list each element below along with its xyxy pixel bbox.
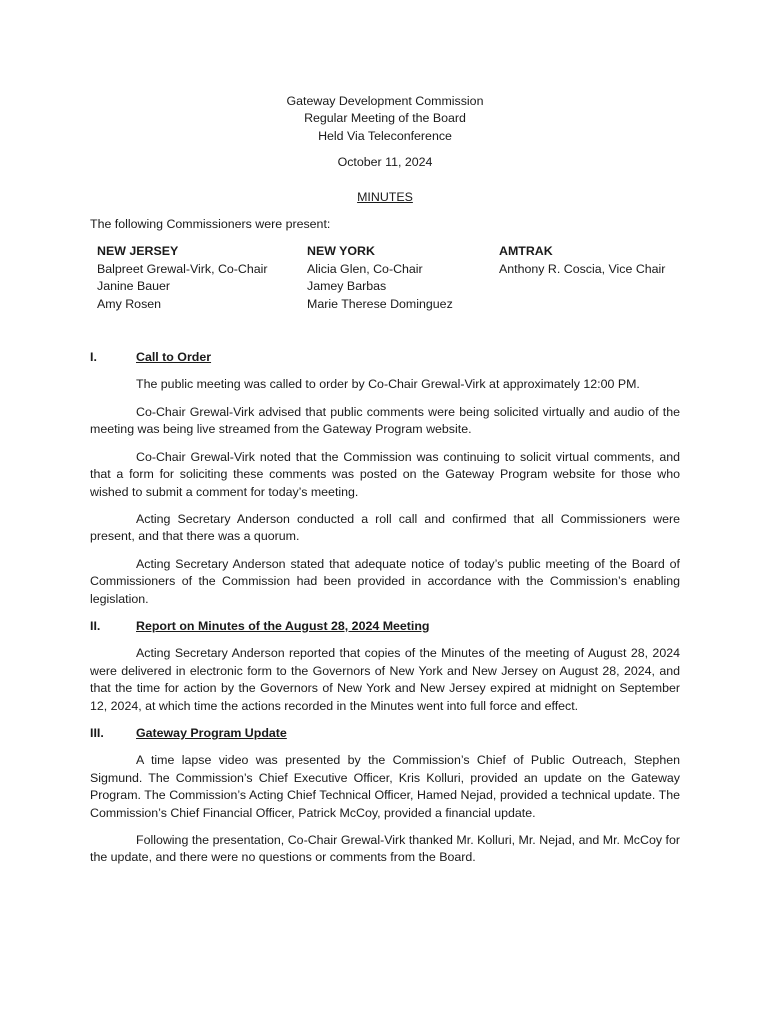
section-call-to-order bbox=[90, 349, 680, 608]
paragraph: Following the presentation, Co-Chair Grewal-Virk thanked Mr. Kolluri, Mr. Nejad, and Mr. McCoy for the update, and there were no questions or comments from the Board. bbox=[90, 833, 680, 865]
commissioner-name: Janine Bauer bbox=[97, 279, 171, 294]
amtrak-column bbox=[499, 243, 679, 313]
section-title: Gateway Program Update bbox=[136, 725, 287, 740]
section-number: I. bbox=[90, 350, 97, 365]
section-heading bbox=[90, 725, 680, 742]
commission-name: Gateway Development Commission bbox=[286, 94, 484, 108]
section-number: III. bbox=[90, 725, 104, 740]
new-york-column bbox=[307, 243, 499, 313]
meeting-date: October 11, 2024 bbox=[337, 155, 433, 170]
commissioner-name: Balpreet Grewal-Virk, Co-Chair bbox=[97, 261, 268, 276]
document-page bbox=[90, 93, 680, 867]
section-title: Call to Order bbox=[136, 350, 212, 365]
paragraph: Acting Secretary Anderson stated that adequate notice of today’s public meeting of the Board of Commissioners of the Commission had been provided in accordance with the Commission’s enabling legislation. bbox=[90, 556, 680, 606]
document-header bbox=[90, 93, 680, 145]
section-gateway-program-update bbox=[90, 725, 680, 867]
section-heading bbox=[90, 618, 680, 635]
paragraph: A time lapse video was presented by the Commission’s Chief of Public Outreach, Stephen Sigmund. The Commission’s Chief Executive Officer, Kris Kolluri, provided an update on the Gateway Program. The Commission’s Acting Chief Technical Officer, Hamed Nejad, provided a technical update. The Commission’s Chief Financial Officer, Patrick McCoy, provided a financial update. bbox=[90, 753, 680, 820]
paragraph: The public meeting was called to order by Co-Chair Grewal-Virk at approximately 12:00 PM. bbox=[136, 377, 640, 392]
commissioner-name: Amy Rosen bbox=[97, 296, 162, 311]
section-report-on-minutes bbox=[90, 618, 680, 715]
commissioners-present bbox=[97, 243, 680, 313]
paragraph: Co-Chair Grewal-Virk noted that the Commission was continuing to solicit virtual comments, and that a form for soliciting these comments was posted on the Gateway Program website for those who wished to submit a comment for today’s meeting. bbox=[90, 449, 680, 499]
paragraph: Acting Secretary Anderson conducted a roll call and confirmed that all Commissioners were present, and that there was a quorum. bbox=[90, 511, 680, 544]
section-number: II. bbox=[90, 618, 101, 633]
commissioner-name: Anthony R. Coscia, Vice Chair bbox=[499, 261, 666, 276]
section-title: Report on Minutes of the August 28, 2024 Meeting bbox=[136, 618, 430, 633]
new-york-heading: NEW YORK bbox=[307, 244, 375, 259]
paragraph: Acting Secretary Anderson reported that copies of the Minutes of the meeting of August 28, 2024 were delivered in electronic form to the Governors of New York and New Jersey on August 28, 2024, and that the time for action by the Governors of New York and New Jersey expired at midnight on September 12, 2024, at which time the actions recorded in the Minutes went into full force and effect. bbox=[90, 646, 680, 713]
meeting-format: Held Via Teleconference bbox=[318, 128, 452, 143]
meeting-type: Regular Meeting of the Board bbox=[304, 111, 466, 126]
commissioner-name: Marie Therese Dominguez bbox=[307, 296, 453, 311]
present-intro: The following Commissioners were present: bbox=[90, 217, 331, 232]
amtrak-heading: AMTRAK bbox=[499, 244, 553, 259]
commissioner-name: Alicia Glen, Co-Chair bbox=[307, 261, 423, 276]
new-jersey-column bbox=[97, 243, 307, 313]
section-heading bbox=[90, 349, 680, 366]
commissioner-name: Jamey Barbas bbox=[307, 279, 387, 294]
paragraph: Co-Chair Grewal-Virk advised that public comments were being solicited virtually and audio of the meeting was being live streamed from the Gateway Program website. bbox=[90, 404, 680, 437]
minutes-title: MINUTES bbox=[357, 189, 413, 204]
new-jersey-heading: NEW JERSEY bbox=[97, 244, 179, 259]
